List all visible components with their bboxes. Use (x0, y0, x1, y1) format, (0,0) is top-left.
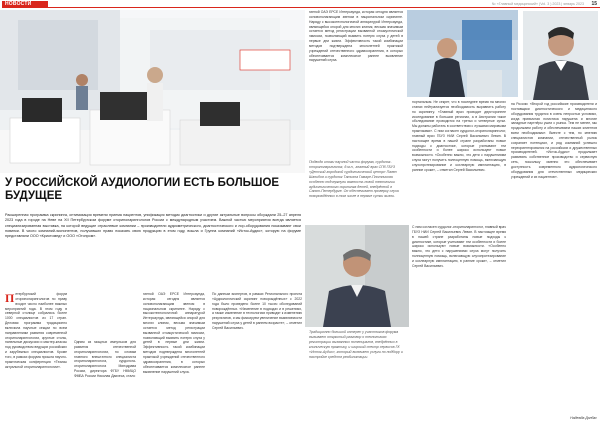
photo-portrait-man (305, 225, 409, 327)
dropcap: П (5, 292, 15, 305)
photo-caption-2: Традиционно большой интерес у участников форума вызывает открытый разговор о технологиях регистрации вызванных потенциалов, внедрённых в клиническую практику, и широкий спектр сервисов ГК «Исток-Аудио», который включает услуги по подбору и настройке средств реабилитации. (309, 330, 403, 359)
photo-caption-1: Подводя итоги научной части форума, сурдолог-оториноларинголог, д.м.н., главный врач СПб ГБУЗ «Детский городской сурдологический центр» Павел Шанибов и сурдолог Татьяна Гамаре-Плотникова особенно подчеркнули важность новой технологии аудиологического скрининга детей, внедрённой в Санкт-Петербурге. Он обеспечивает проверку слуха новорождённых в том числе в первые сутки жизни. (309, 160, 399, 199)
photo-speaker (407, 10, 518, 97)
text-column-4-lower (412, 225, 506, 420)
column-4b-text: С ним согласен сурдолог-оториноларинголог, главный врач ГБУЗ НИИ Сергей Васильевич Левин. В настоящее время в нашей стране разработаны новые подходы к диагностике, которые учитывают эти особенности и более широко используют новые возможности. «Особенно важно, что дети с нарушениями слуха могут получить полноценную помощь, включающую слухопротезирование и кохлеарную имплантацию, в ранние сроки», – отметил Сергей Васильевич. (412, 129, 506, 172)
photo-exhibition-booth (0, 10, 305, 173)
text-column-2 (74, 340, 136, 420)
article-author: Надежда Донбас (570, 416, 597, 420)
column-5b-text: Вместе с тем, по мнению специалистов компании, отечественный рынок сохраняет потенциал, и ряд компаний успешно переориентировался на российских и дружественных производителей. «Исток-Аудио» продолжает развивать собственное производство и сервисную сеть, поскольку именно это обеспечивает доступность современного аудиологического оборудования для отечественных медицинских учреждений и их пациентов». (511, 131, 597, 179)
text-column-5 (511, 102, 597, 412)
page-header (0, 0, 600, 9)
text-column-3 (143, 292, 205, 420)
column-4a-text: портальным. Не секрет, что в последнее время на многих станах нейтрализуется необходимость выравнить работу по скринингу. «Главный врач проводит двустороннее исследование в больших регионах, а в Австралии такое обследование проводится на третьи и четвертые сутки. Мы должны работать в соответствии с лучшими мировыми практиками». (412, 100, 506, 134)
text-column-3b (212, 292, 302, 420)
page-number: 15 (591, 1, 597, 7)
photo-portrait (523, 11, 598, 100)
text-column-4 (412, 100, 506, 222)
column-top-text: гиеной ОАЭ ЕРСЕ Интерсаунда, которая сегодня является основополагающим звеном в национальном скрининге. Наряду с высокотехнологичной аппаратурой Интерсаунда, являющейся опорой для многих клиник, весьма значимым остается метод регистрации вызванной отоакустической эмиссии, позволяющий выявить потерю слуха у детей в первые дни жизни. Эффективность такой комбинации методов подтверждена многолетней практикой учреждений отечественного здравоохранения, в которых обеспечивается комплексное раннее выявление нарушений слуха. (309, 10, 403, 63)
column-2-text: Одним из мощных импульсов для развития отечественной оториноларингологии, по словам главного внештатного специалиста оториноларинголога, сурдолога-оториноларинголога Минздрава России, директора ФГБУ НМИЦО ФМБА России Николая Даихеса, стало (74, 340, 136, 378)
column-3-text: гиеной ОАЭ ЕРСЕ Интерсаунда, которая сегодня является основополагающим звеном в национальном скрининге. Наряду с высокотехнологичной аппаратурой Интерсаунда, являющейся опорой для многих клиник, весьма значимым остается метод регистрации вызванной отоакустической эмиссии, позволяющий выявить потерю слуха у детей в первые дни жизни. Эффективность такой комбинации методов подтверждена многолетней практикой учреждений отечественного здравоохранения, в которых обеспечивается комплексное раннее выявление нарушений слуха. (143, 292, 205, 374)
column-5a-text: на России: «Второй год российские производители и поставщики диагностического и медицинского оборудования трудятся в очень непростых условиях, когда привычная логистика нарушена и многие западные партнёры ушли с рынка. Тем не менее, мы продолжаем работу и обеспечиваем наших клиентов всем необходимым». (511, 102, 597, 136)
text-column-top (309, 10, 403, 158)
section-label: НОВОСТИ (2, 1, 48, 8)
article-lead: Расширенная программа скрининга, оптимизация времени приема пациентов, унификация методик диагностики и другие актуальные вопросы обсуждали 25–27 апреля 2023 года в городе на Неве на XII Петербургском форуме оториноларингологов России с международным участием. Важной частью мероприятия всегда является специализированная выставка, на которой ведущие отраслевые компании – производители аудиометрического, диагностического и лор-оборудования показывают свои новинки. В число компаний-экспонентов, получивших право показать свою продукцию в этом году, вошла и Группа компаний «Исток-Аудио», которую на форуме представляли ООО «Криотомед» и ООО «Отопром». (5, 213, 301, 239)
issue-info: № «Главный медицинский» (Vol. 3 ) 2023 | январь 2023 (491, 2, 584, 6)
article-headline: У РОССИЙСКОЙ АУДИОЛОГИИ ЕСТЬ БОЛЬШОЕ БУДУЩЕЕ (5, 177, 280, 202)
column-4-lower-text: С ним согласен сурдолог-оториноларинголог, главный врач ГБУЗ НИИ Сергей Васильевич Левин. В настоящее время в нашей стране разработаны новые подходы к диагностике, которые учитывают эти особенности и более широко используют новые возможности. «Особенно важно, что дети с нарушениями слуха могут получить полноценную помощь, включающую слухопротезирование и кохлеарную имплантацию, в ранние сроки», – отметил Сергей Васильевич. (412, 225, 506, 268)
header-divider (48, 7, 600, 8)
text-column-1 (5, 292, 67, 420)
column-3b-text: По данным экспертов, в рамках Регионального проекта «Аудиологический скрининг новорождённых» с 2022 года было проведено более 10 тысяч обследований новорождённых. «Изменение в подходах и в решениях, а также изменение в технологиях приводят к изменению результатов, и мы фиксируем увеличение выявляемости нарушений слуха у детей в раннем возрасте», – отметил Сергей Васильевич. (212, 292, 302, 330)
column-1-text: етербургский форум оториноларингологов по праву входит число наиболее важных мероприятий года. В этом году в северной столице собрались более 1000 специалистов из 17 стран. Деловая программа традиционно включила научные секции по всем направлениям развития современной оториноларингологии, круглые столы, панельные дискуссии и мастер-классы под руководством ведущих российских и зарубежных специалистов. Кроме того, в рамках форума прошла научно-практическая конференция «Тезисы актуальной оториноларингологии». (5, 292, 67, 369)
